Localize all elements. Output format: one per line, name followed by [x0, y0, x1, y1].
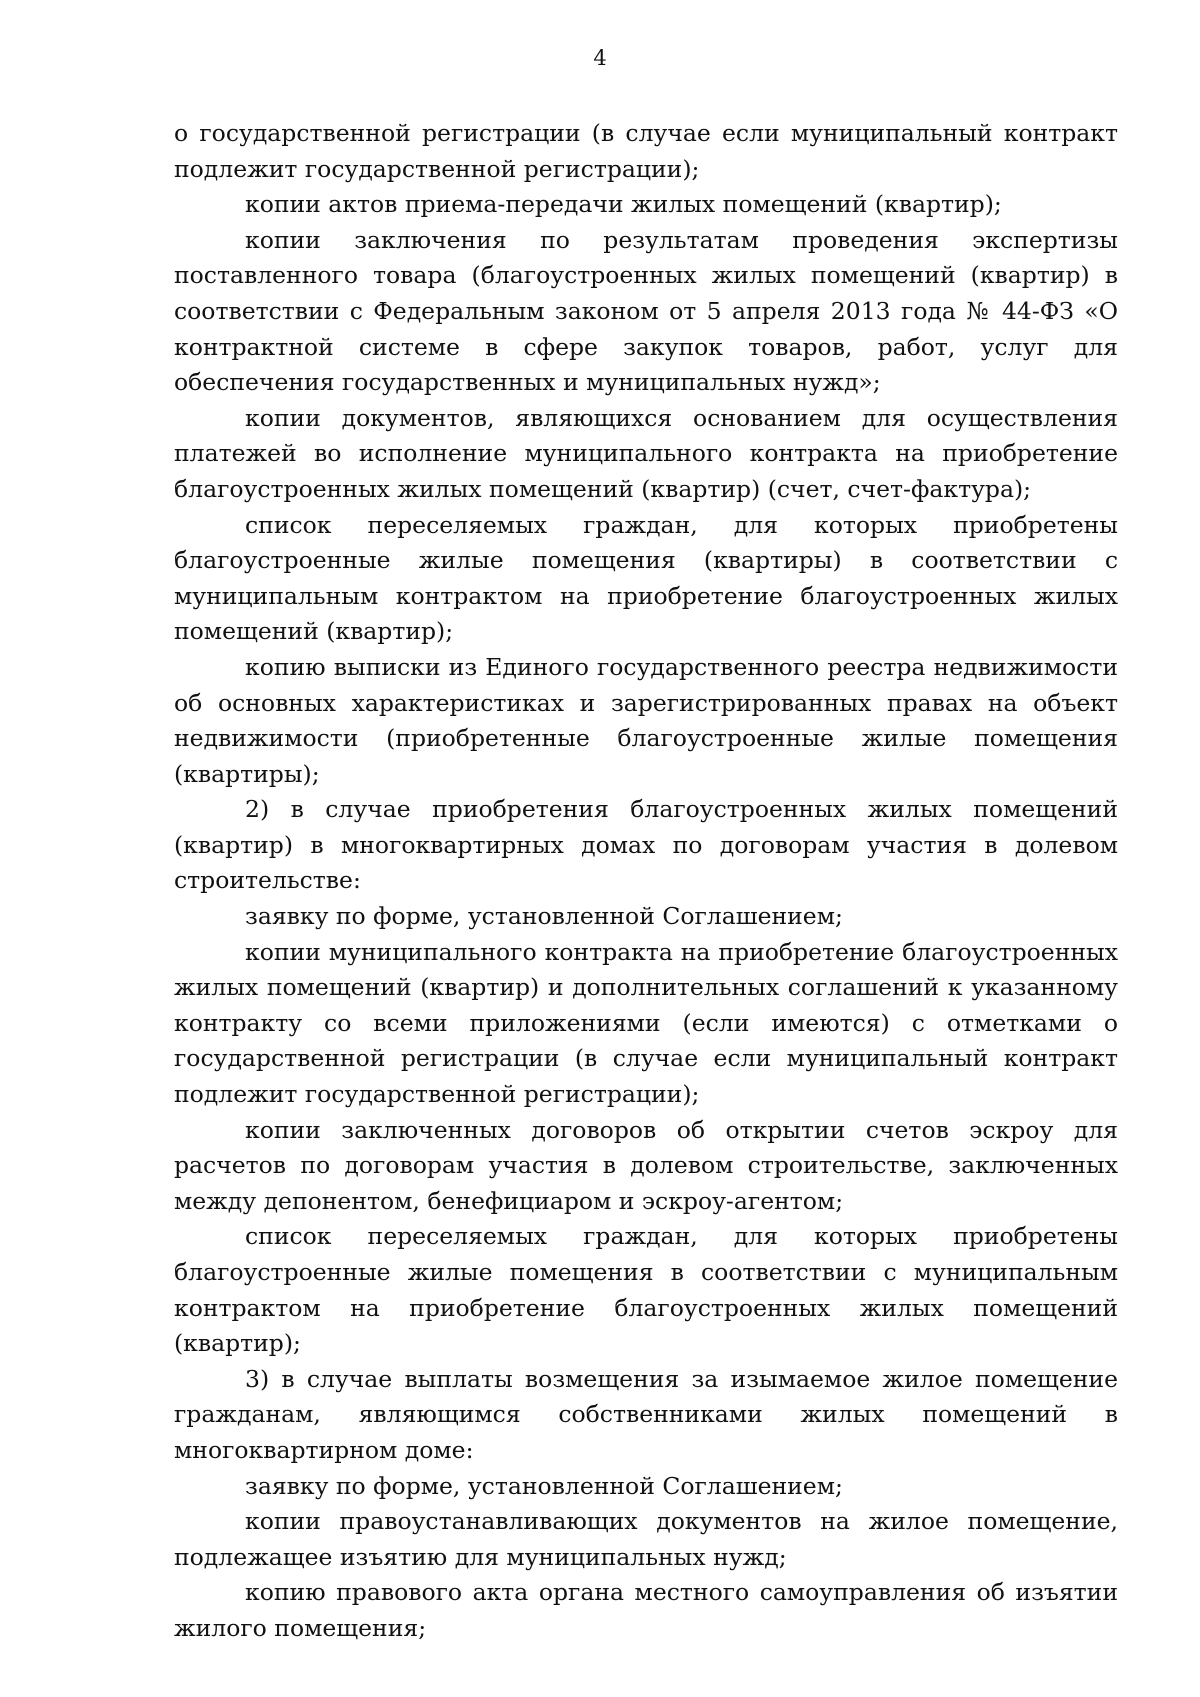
paragraph: список переселяемых граждан, для которых приобретены благоустроенные жилые помещения (квартиры) в соответствии с муниципальным контрактом на приобретение благоустроенных жилых помещений (квартир); — [174, 510, 1118, 646]
paragraph: копию правового акта органа местного самоуправления об изъятии жилого помещения; — [174, 1578, 1118, 1642]
paragraph: копию выписки из Единого государственного реестра недвижимости об основных характеристиках и зарегистрированных правах на объект недвижимости (приобретенные благоустроенные жилые помещения (квартиры); — [174, 652, 1118, 788]
paragraph: копии документов, являющихся основанием для осуществления платежей во исполнение муниципального контракта на приобретение благоустроенных жилых помещений (квартир) (счет, счет-фактура); — [174, 403, 1118, 503]
paragraph: копии муниципального контракта на приобретение благоустроенных жилых помещений (квартир) и дополнительных соглашений к указанному контракту со всеми приложениями (если имеются) с отметками о государственной регистрации (в случае если муниципальный контракт подлежит государственной регистрации); — [174, 937, 1118, 1109]
page-number: 4 — [593, 46, 607, 70]
paragraph: о государственной регистрации (в случае если муниципальный контракт подлежит государственной регистрации); — [174, 119, 1118, 183]
document-body — [174, 116, 1118, 1647]
paragraph: 2) в случае приобретения благоустроенных жилых помещений (квартир) в многоквартирных домах по договорам участия в долевом строительстве: — [174, 795, 1118, 895]
paragraph: копии заключения по результатам проведения экспертизы поставленного товара (благоустроенных жилых помещений (квартир) в соответствии с Федеральным законом от 5 апреля 2013 года № 44-ФЗ «О контрактной системе в сфере закупок товаров, работ, услуг для обеспечения государственных и муниципальных нужд»; — [174, 225, 1118, 397]
paragraph: копии заключенных договоров об открытии счетов эскроу для расчетов по договорам участия в долевом строительстве, заключенных между депонентом, бенефициаром и эскроу-агентом; — [174, 1115, 1118, 1215]
paragraph: 3) в случае выплаты возмещения за изымаемое жилое помещение гражданам, являющимся собственниками жилых помещений в многоквартирном доме: — [174, 1364, 1118, 1464]
paragraph: список переселяемых граждан, для которых приобретены благоустроенные жилые помещения в соответствии с муниципальным контрактом на приобретение благоустроенных жилых помещений (квартир); — [174, 1222, 1118, 1358]
paragraph: заявку по форме, установленной Соглашением; — [245, 1471, 843, 1500]
paragraph: заявку по форме, установленной Соглашением; — [245, 902, 843, 931]
paragraph: копии актов приема-передачи жилых помещений (квартир); — [245, 190, 1002, 219]
paragraph: копии правоустанавливающих документов на жилое помещение, подлежащее изъятию для муниципальных нужд; — [174, 1507, 1118, 1571]
